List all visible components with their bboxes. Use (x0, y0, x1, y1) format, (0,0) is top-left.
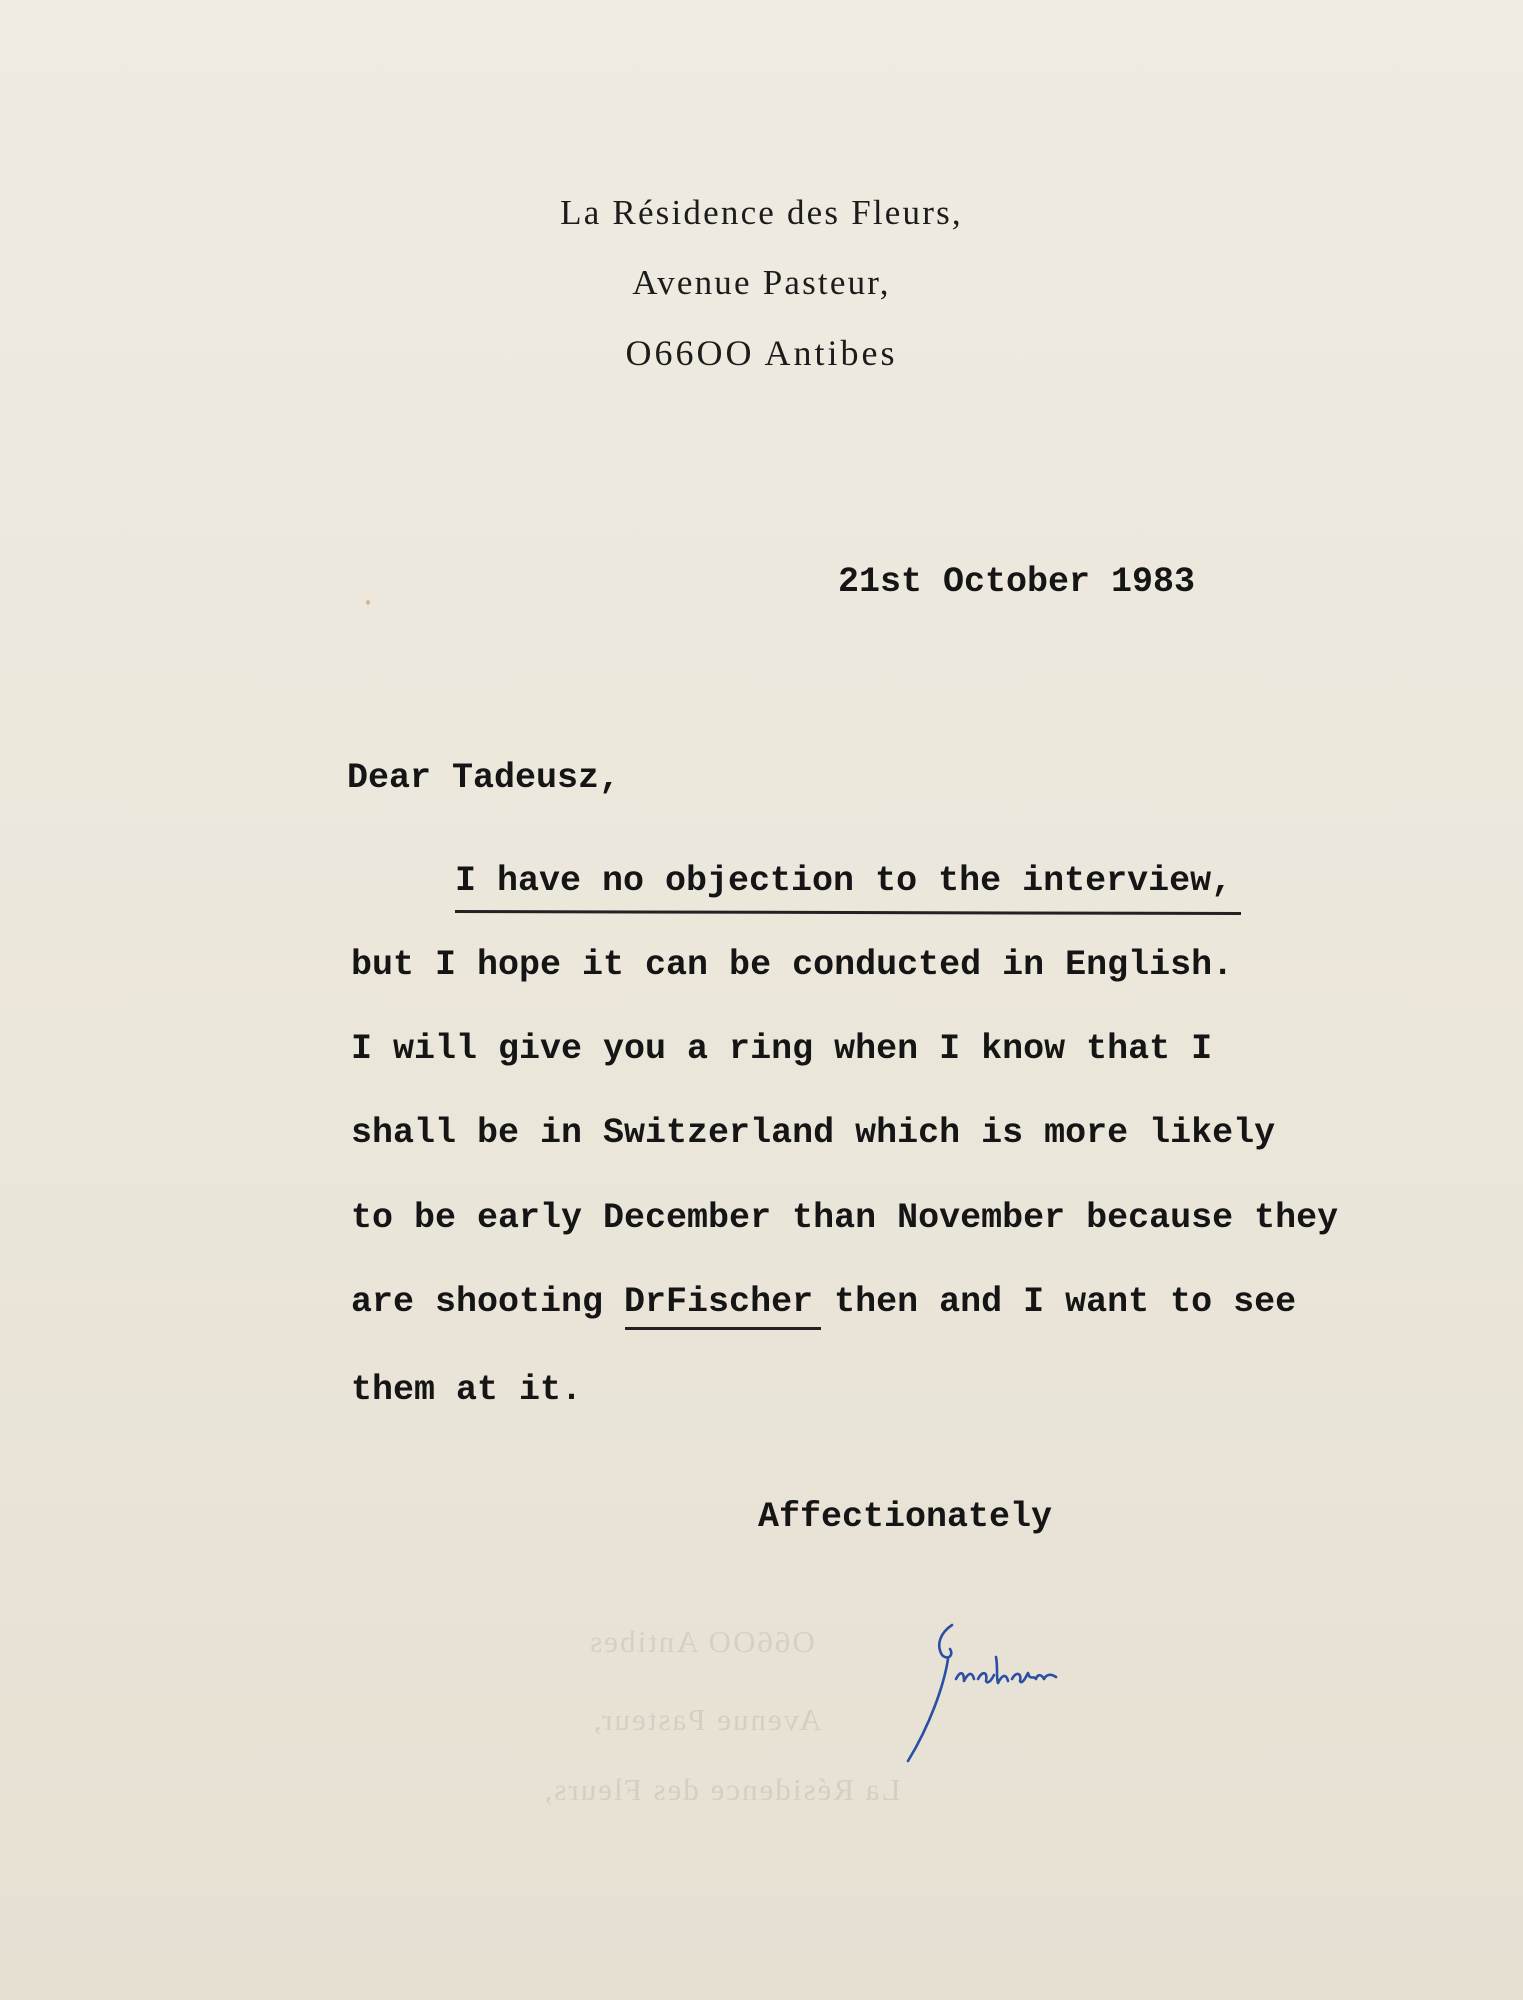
show-through-ghost: O66OO Antibes (588, 1624, 815, 1659)
paper-speck (366, 600, 370, 605)
letter-date: 21st October 1983 (838, 562, 1196, 602)
letterhead-street: Avenue Pasteur, (632, 263, 891, 302)
body-line: I have no objection to the interview, (455, 861, 1233, 901)
underline-drfischer (625, 1327, 821, 1330)
underline-objection (455, 910, 1241, 915)
body-line: but I hope it can be conducted in English. (351, 945, 1234, 985)
body-line: I will give you a ring when I know that I (351, 1029, 1213, 1069)
letterhead-name: La Résidence des Fleurs, (560, 193, 963, 232)
body-line: are shooting DrFischer then and I want to see (351, 1282, 1297, 1322)
body-line: to be early December than November because they (351, 1198, 1339, 1238)
body-line: them at it. (351, 1370, 583, 1410)
show-through-ghost: La Résidence des Fleurs, (542, 1772, 901, 1807)
show-through-ghost: Avenue Pasteur, (591, 1702, 822, 1737)
letterhead-city: O66OO Antibes (625, 333, 898, 373)
closing: Affectionately (758, 1497, 1053, 1537)
handwritten-signature (890, 1615, 1070, 1775)
salutation: Dear Tadeusz, (347, 758, 621, 798)
body-line: shall be in Switzerland which is more likely (351, 1113, 1276, 1153)
letterhead (0, 178, 1523, 388)
